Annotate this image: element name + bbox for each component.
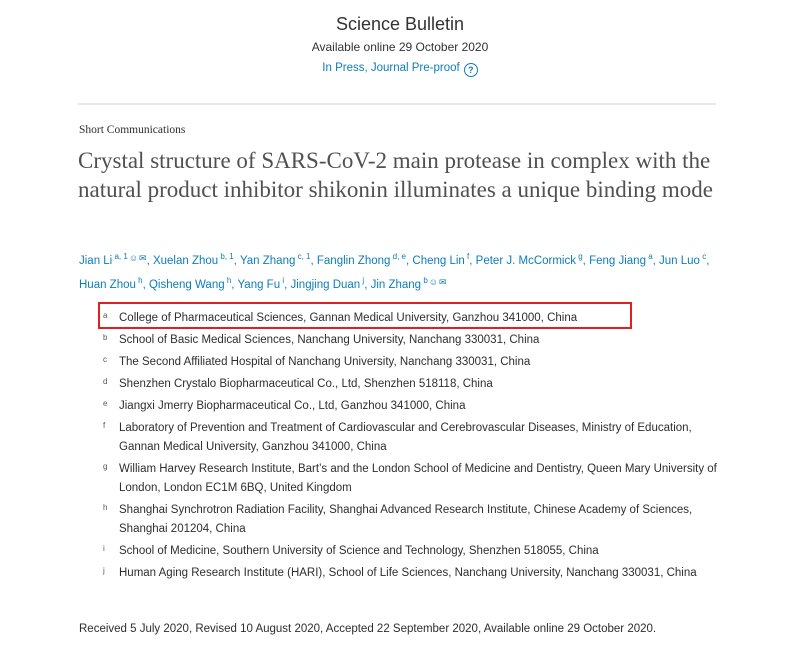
author-affiliation-marker[interactable]: g — [576, 252, 583, 261]
header-divider — [78, 103, 716, 105]
article-status[interactable] — [0, 62, 800, 77]
article-status-label[interactable]: In Press, Journal Pre-proof — [322, 62, 460, 74]
author-affiliation-marker[interactable]: f — [464, 252, 470, 261]
affiliation-item — [103, 397, 723, 416]
affiliation-letter: a — [103, 311, 108, 320]
author-name[interactable]: Jian Li — [79, 255, 113, 267]
author-list: Jian Li $^{a, 1}$☺✉, Xuelan Zhou $^{b, 1}$, Yan Zhang $^{c, 1}$, Fanglin Zhong $^{d, e}$, Cheng Lin $^f$, Peter J. McCormick $^g$, Feng Jiang $^a$, Jun Luo $^c$, Huan Zhou $^h$, Qisheng Wang $^h$, Yang Fu $^i$, Jingjing Duan $^j$, Jin Zhang $^b$☺✉ — [79, 247, 739, 295]
author-link[interactable] — [370, 276, 447, 291]
article-title: Crystal structure of SARS-CoV-2 main protease in complex with the natural product inhibitor shikonin illuminates a unique binding mode — [78, 148, 713, 202]
email-icon[interactable]: ✉ — [438, 277, 447, 287]
author-name[interactable]: Xuelan Zhou — [152, 255, 219, 267]
author-affiliation-marker[interactable]: i — [280, 276, 285, 285]
affiliation-letter: h — [103, 503, 108, 512]
author-affiliation-marker[interactable]: d, e — [390, 252, 406, 261]
article-history: Received 5 July 2020, Revised 10 August 2020, Accepted 22 September 2020, Available online 29 October 2020. — [79, 623, 657, 635]
author-link[interactable] — [316, 252, 406, 267]
affiliation-item — [103, 542, 723, 561]
author-link[interactable] — [290, 276, 365, 291]
author-link[interactable] — [239, 252, 311, 267]
affiliation-item — [103, 353, 723, 372]
author-name[interactable]: Qisheng Wang — [148, 279, 225, 291]
email-icon[interactable]: ✉ — [139, 253, 147, 263]
affiliation-text: Shanghai Synchrotron Radiation Facility, Shanghai Advanced Research Institute, Chinese Academy of Sciences, Shanghai 201204, China — [119, 504, 693, 535]
journal-name[interactable]: Science Bulletin — [335, 14, 465, 34]
affiliation-letter: d — [103, 377, 108, 386]
affiliation-letter: g — [103, 462, 108, 471]
author-name[interactable]: Yan Zhang — [239, 255, 296, 267]
affiliation-letter: i — [103, 544, 105, 553]
author-name[interactable]: Huan Zhou — [79, 279, 136, 291]
author-affiliation-marker[interactable]: h — [135, 276, 143, 285]
affiliation-item — [103, 375, 723, 394]
affiliation-item — [103, 501, 723, 539]
affiliation-text: Jiangxi Jmerry Biopharmaceutical Co., Ltd, Ganzhou 341000, China — [119, 400, 466, 412]
author-affiliation-marker[interactable]: b, 1 — [218, 252, 234, 261]
author-affiliation-marker[interactable]: h — [224, 276, 232, 285]
affiliation-item — [103, 419, 723, 457]
affiliation-item — [103, 460, 723, 498]
author-name[interactable]: Feng Jiang — [589, 255, 646, 267]
affiliation-item — [103, 564, 723, 583]
affiliation-text: Shenzhen Crystalo Biopharmaceutical Co., Ltd, Shenzhen 518118, China — [119, 378, 493, 390]
affiliation-text: School of Basic Medical Sciences, Nanchang University, Nanchang 330031, China — [119, 334, 540, 346]
author-name[interactable]: Yang Fu — [237, 279, 281, 291]
author-link[interactable] — [79, 252, 147, 267]
person-icon[interactable]: ☺ — [428, 277, 438, 287]
author-link[interactable] — [412, 252, 470, 267]
person-icon[interactable]: ☺ — [128, 253, 139, 263]
author-name[interactable]: Cheng Lin — [412, 255, 465, 267]
author-link[interactable] — [659, 252, 707, 267]
affiliation-text: The Second Affiliated Hospital of Nanchang University, Nanchang 330031, China — [119, 356, 531, 368]
author-link[interactable] — [475, 252, 583, 267]
affiliation-text: College of Pharmaceutical Sciences, Gannan Medical University, Ganzhou 341000, China — [119, 312, 578, 324]
affiliation-text: School of Medicine, Southern University of Science and Technology, Shenzhen 518055, China — [119, 545, 599, 557]
author-affiliation-marker[interactable]: a — [645, 252, 653, 261]
affiliation-letter: c — [103, 355, 107, 364]
author-link[interactable] — [148, 276, 232, 291]
help-icon[interactable]: ? — [464, 63, 478, 77]
affiliation-item — [103, 331, 723, 350]
author-affiliation-marker[interactable]: j — [360, 276, 365, 285]
affiliation-letter: f — [103, 421, 106, 430]
author-link[interactable] — [152, 252, 234, 267]
author-name[interactable]: Jun Luo — [659, 255, 700, 267]
author-name[interactable]: Fanglin Zhong — [316, 255, 391, 267]
author-affiliation-marker[interactable]: a, 1 — [112, 252, 128, 261]
affiliation-letter: b — [103, 333, 108, 342]
author-name[interactable]: Jingjing Duan — [290, 279, 361, 291]
section-label: Short Communications — [79, 124, 186, 136]
author-affiliation-marker[interactable]: c, 1 — [295, 252, 311, 261]
affiliation-item — [103, 309, 723, 328]
author-link[interactable] — [79, 276, 143, 291]
author-affiliation-marker[interactable]: b — [421, 276, 428, 285]
affiliation-text: William Harvey Research Institute, Bart’s and the London School of Medicine and Dentistry, Queen Mary University of London, London EC1M 6BQ, United Kingdom — [119, 463, 717, 494]
affiliation-letter: e — [103, 399, 108, 408]
author-link[interactable] — [589, 252, 653, 267]
affiliation-letter: j — [103, 566, 105, 575]
affiliation-list — [103, 309, 723, 583]
affiliation-text: Laboratory of Prevention and Treatment of Cardiovascular and Cerebrovascular Diseases, Ministry of Education, Gannan Medical University, Ganzhou 341000, China — [119, 422, 692, 453]
author-link[interactable] — [237, 276, 285, 291]
author-name[interactable]: Jin Zhang — [370, 279, 422, 291]
available-online-date: Available online 29 October 2020 — [311, 40, 489, 54]
author-affiliation-marker[interactable]: c — [699, 252, 707, 261]
author-name[interactable]: Peter J. McCormick — [475, 255, 576, 267]
affiliation-text: Human Aging Research Institute (HARI), School of Life Sciences, Nanchang University, Nanchang 330031, China — [119, 567, 697, 579]
